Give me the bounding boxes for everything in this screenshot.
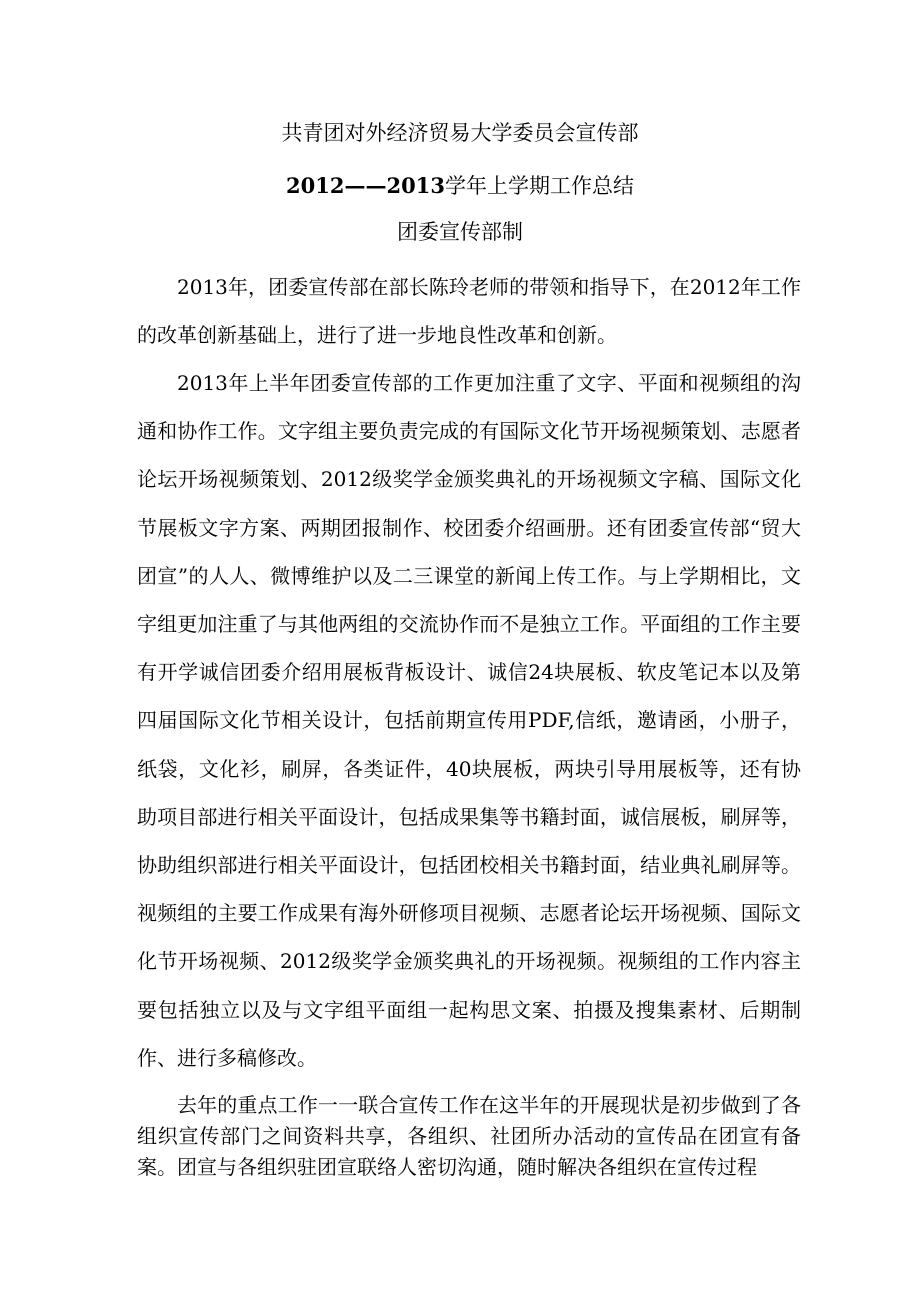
paragraph-joint-publicity (137, 1090, 801, 1183)
paragraph-text: 2013年上半年团委宣传部的工作更加注重了文字、平面和视频组的沟通和协作工作。文字组主要负责完成的有国际文化节开场视频策划、志愿者论坛开场视频策划、2012级奖学金颁奖典礼的开场视频文字稿、国际文化节展板文字方案、两期团报制作、校团委介绍画册。还有团委宣传部“贸大团宣”的人人、微博维护以及二三课堂的新闻上传工作。与上学期相比，文字组更加注重了与其他两组的交流协作而不是独立工作。平面组的工作主要有开学诚信团委介绍用展板背板设计、诚信24块展板、软皮笔记本以及第四届国际文化节相关设计，包括前期宣传用PDF,信纸，邀请函，小册子，纸袋，文化衫，刷屏，各类证件，40块展板，两块引导用展板等，还有协助项目部进行相关平面设计，包括成果集等书籍封面，诚信展板，刷屏等，协助组织部进行相关平面设计，包括团校相关书籍封面，结业典礼刷屏等。视频组的主要工作成果有海外研修项目视频、志愿者论坛开场视频、国际文化节开场视频、2012级奖学金颁奖典礼的开场视频。视频组的工作内容主要包括独立以及与文字组平面组一起构思文案、拍摄及搜集素材、后期制作、进行多稿修改。 (137, 371, 801, 1070)
report-title (0, 170, 920, 200)
paragraph-work-summary (137, 359, 801, 1082)
report-title-years: 2012——2013 (286, 173, 445, 198)
paragraph-intro (137, 263, 801, 359)
paragraph-text: 去年的重点工作一一联合宣传工作在这半年的开展现状是初步做到了各组织宣传部门之间资料共享，各组织、社团所办活动的宣传品在团宣有备案。团宣与各组织驻团宣联络人密切沟通，随时解决各组织在宣传过程 (137, 1093, 801, 1179)
paragraph-text: 2013年，团委宣传部在部长陈玲老师的带领和指导下，在2012年工作的改革创新基础上，进行了进一步地良性改革和创新。 (137, 275, 801, 347)
org-title: 共青团对外经济贸易大学委员会宣传部 (281, 121, 639, 145)
report-title-text: 学年上学期工作总结 (444, 174, 634, 198)
author-line: 团委宣传部制 (397, 220, 523, 244)
